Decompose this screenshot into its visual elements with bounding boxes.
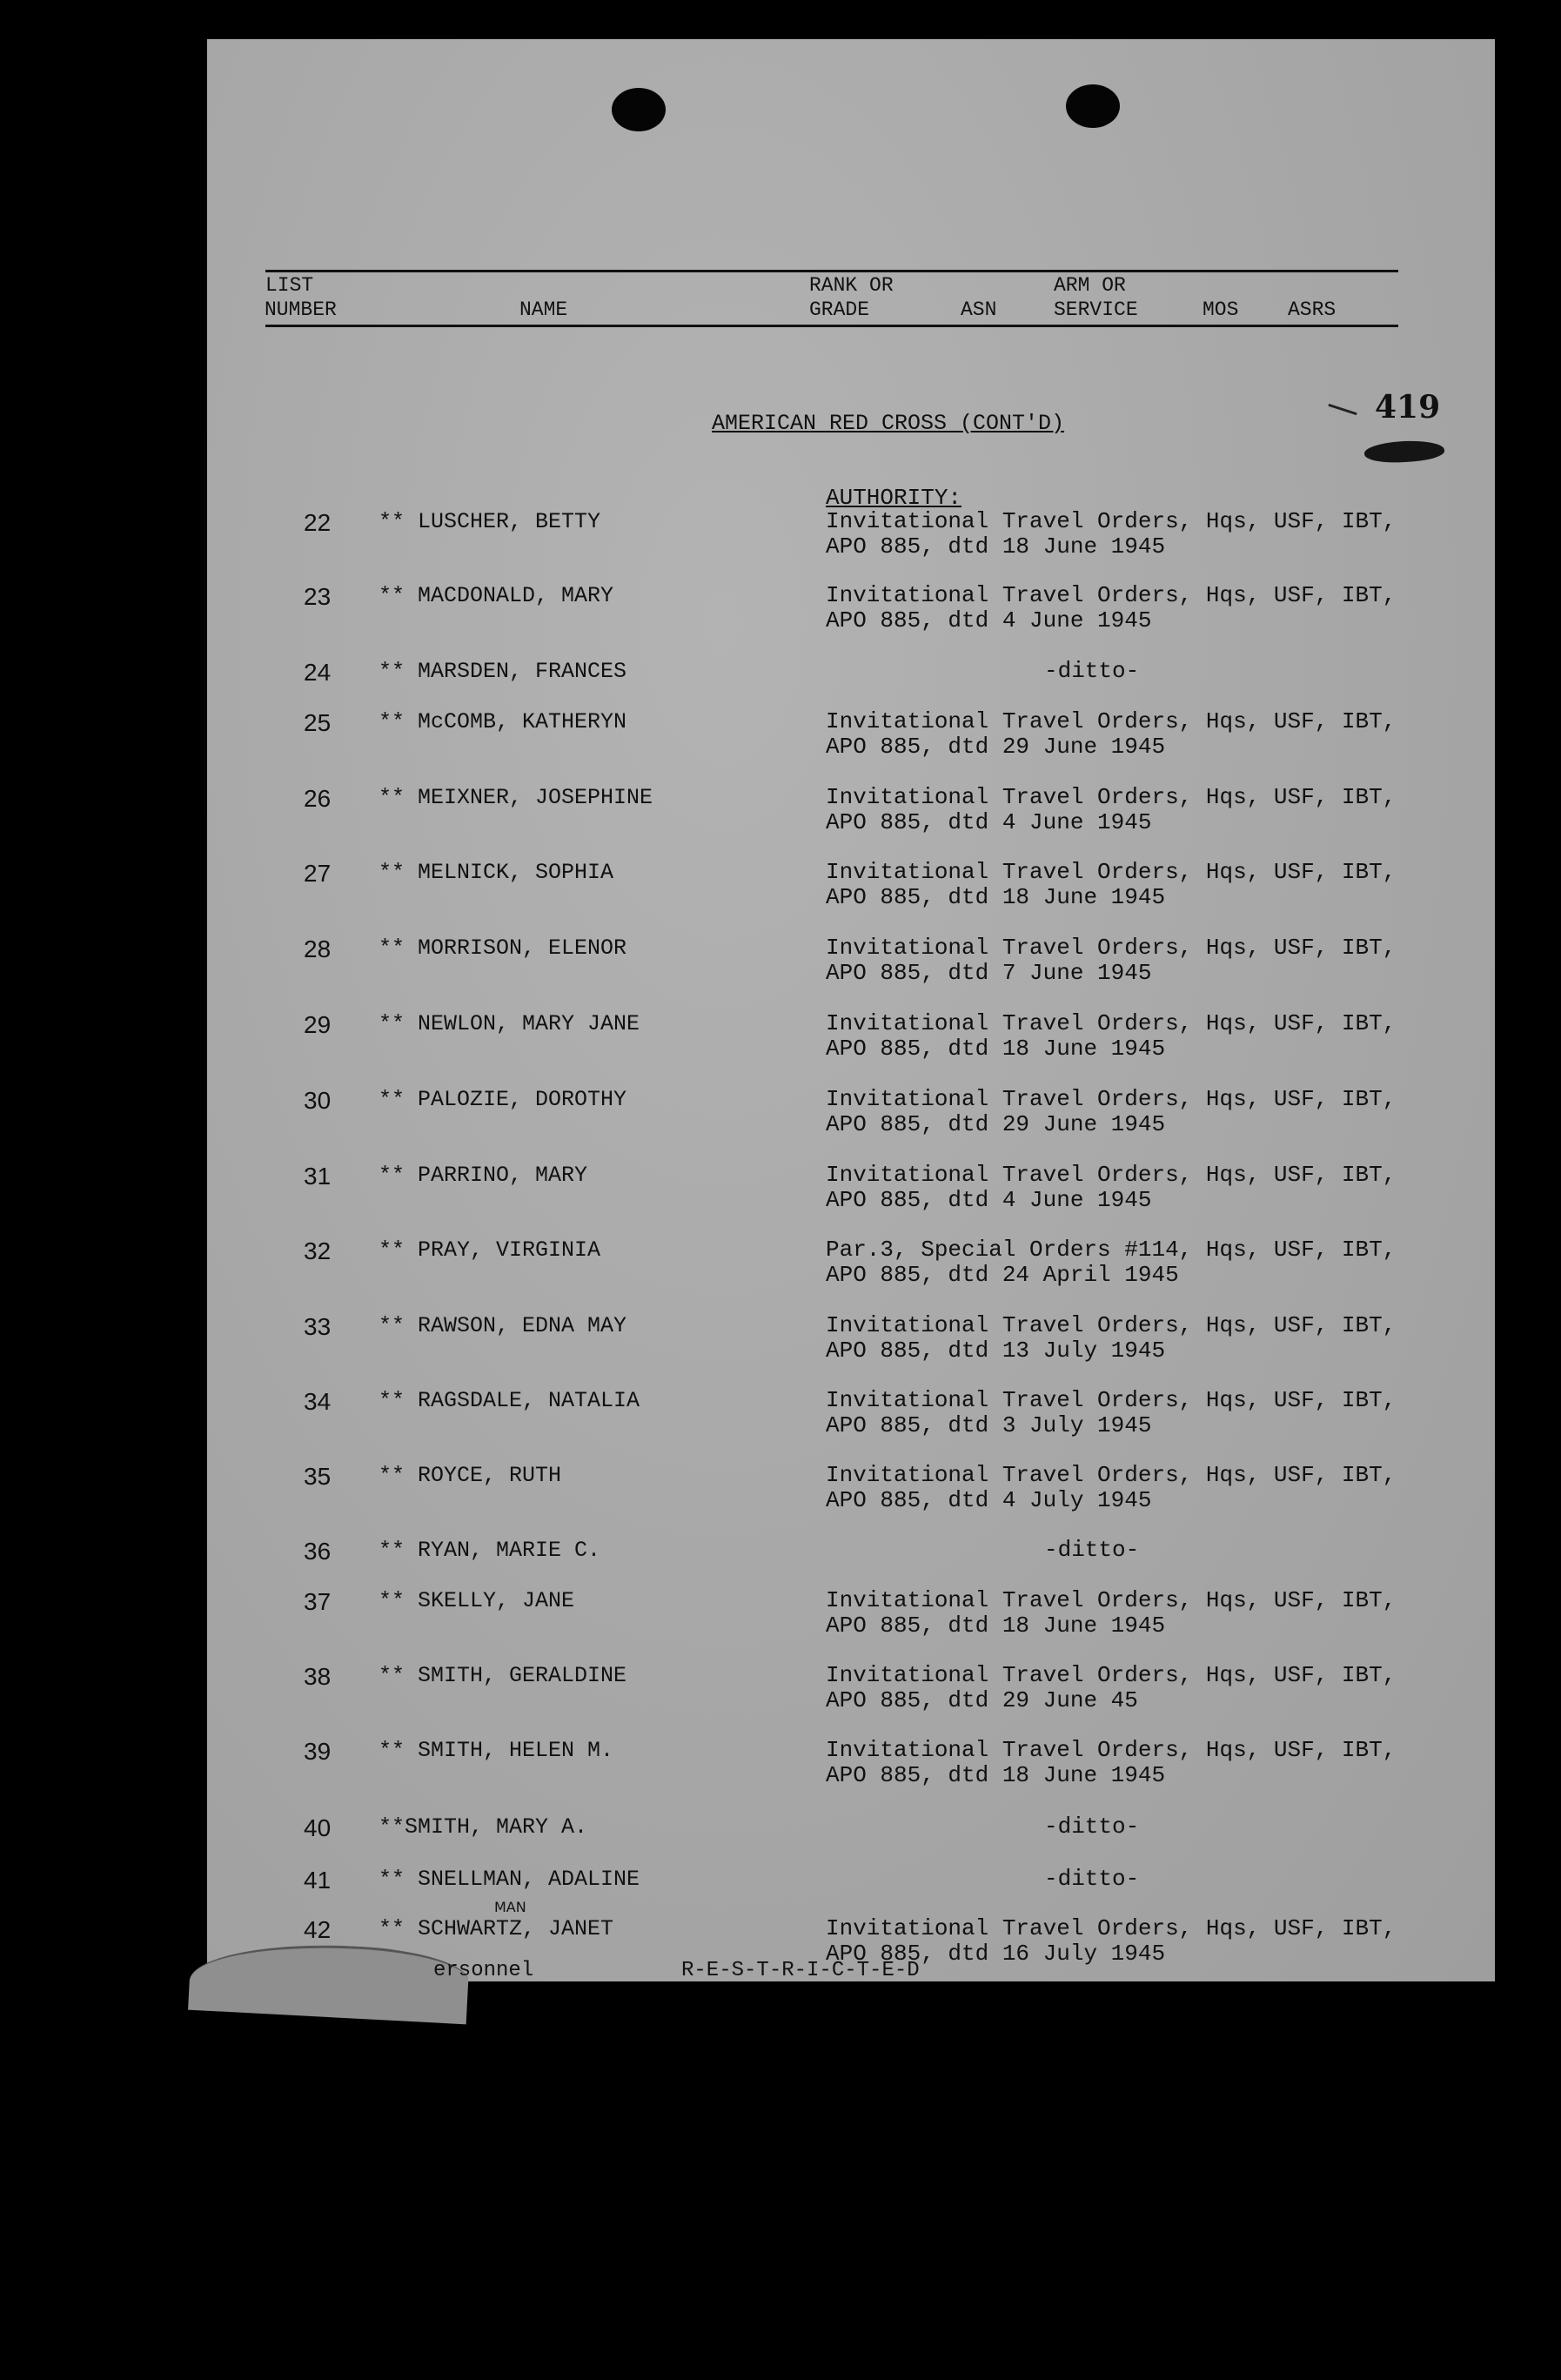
- authority-line-1: Invitational Travel Orders, Hqs, USF, IBT,: [826, 935, 1397, 961]
- header-asn: ASN: [961, 298, 997, 321]
- header-rank-line2: GRADE: [809, 298, 870, 321]
- list-number: 29: [304, 1011, 332, 1038]
- person-name: ** MACDONALD, MARY: [379, 583, 614, 608]
- handwritten-annotation: MAN: [494, 1899, 526, 1915]
- person-name: ** MELNICK, SOPHIA: [379, 860, 614, 885]
- authority-line-1: Invitational Travel Orders, Hqs, USF, IBT,: [826, 1737, 1397, 1763]
- authority-line-1: Invitational Travel Orders, Hqs, USF, IBT,: [826, 784, 1397, 810]
- list-number: 31: [304, 1163, 332, 1190]
- person-name: ** MORRISON, ELENOR: [379, 935, 627, 961]
- authority-line-2: APO 885, dtd 4 June 1945: [826, 1187, 1152, 1213]
- header-mos: MOS: [1203, 298, 1239, 321]
- authority-line-1: Invitational Travel Orders, Hqs, USF, IBT,: [826, 1010, 1397, 1036]
- header-arm-line1: ARM OR: [1054, 274, 1126, 297]
- authority-line-2: APO 885, dtd 29 June 1945: [826, 1111, 1166, 1137]
- list-number: 33: [304, 1313, 332, 1340]
- authority-line-2: APO 885, dtd 4 June 1945: [826, 607, 1152, 634]
- person-name: ** ROYCE, RUTH: [379, 1463, 562, 1488]
- redaction-scribble: [1363, 439, 1444, 465]
- list-number: 41: [304, 1867, 332, 1894]
- person-name: ** SCHWARTZ, JANET: [379, 1916, 614, 1941]
- tick-mark: [1328, 404, 1357, 415]
- list-number: 30: [304, 1087, 332, 1114]
- authority-ditto: -ditto-: [1044, 1537, 1140, 1563]
- authority-line-1: Invitational Travel Orders, Hqs, USF, IBT,: [826, 1587, 1397, 1613]
- person-name: ** MARSDEN, FRANCES: [379, 659, 627, 684]
- page-curl: [188, 1938, 470, 2025]
- authority-line-2: APO 885, dtd 18 June 1945: [826, 1612, 1166, 1639]
- authority-label: AUTHORITY:: [826, 485, 962, 511]
- list-number: 34: [304, 1388, 332, 1415]
- list-number: 26: [304, 785, 332, 812]
- person-name: **SMITH, MARY A.: [379, 1814, 588, 1840]
- authority-line-1: Invitational Travel Orders, Hqs, USF, IBT,: [826, 859, 1397, 885]
- header-name: NAME: [519, 298, 568, 321]
- person-name: ** PRAY, VIRGINIA: [379, 1237, 601, 1263]
- list-number: 39: [304, 1738, 332, 1765]
- authority-line-2: APO 885, dtd 18 June 1945: [826, 1036, 1166, 1062]
- authority-line-1: Invitational Travel Orders, Hqs, USF, IBT,: [826, 1915, 1397, 1941]
- authority-line-2: APO 885, dtd 13 July 1945: [826, 1337, 1166, 1364]
- section-title: AMERICAN RED CROSS (CONT'D): [712, 411, 1065, 436]
- list-number: 23: [304, 583, 332, 610]
- authority-line-1: Invitational Travel Orders, Hqs, USF, IBT,: [826, 708, 1397, 734]
- document-page: [207, 39, 1495, 1981]
- list-number: 40: [304, 1814, 332, 1841]
- person-name: ** SMITH, HELEN M.: [379, 1738, 614, 1763]
- table-header: [265, 270, 1398, 327]
- list-number: 28: [304, 935, 332, 962]
- person-name: ** NEWLON, MARY JANE: [379, 1011, 640, 1036]
- list-number: 38: [304, 1663, 332, 1690]
- person-name: ** SNELLMAN, ADALINE: [379, 1867, 640, 1892]
- authority-line-2: APO 885, dtd 24 April 1945: [826, 1262, 1179, 1288]
- person-name: ** SMITH, GERALDINE: [379, 1663, 627, 1688]
- person-name: ** RYAN, MARIE C.: [379, 1538, 601, 1563]
- list-number: 37: [304, 1588, 332, 1615]
- header-arm-line2: SERVICE: [1054, 298, 1138, 321]
- list-number: 35: [304, 1463, 332, 1490]
- authority-line-2: APO 885, dtd 3 July 1945: [826, 1412, 1152, 1438]
- page-number: 419: [1375, 389, 1441, 426]
- authority-line-2: APO 885, dtd 4 June 1945: [826, 809, 1152, 835]
- authority-ditto: -ditto-: [1044, 658, 1140, 684]
- list-number: 24: [304, 659, 332, 686]
- authority-line-2: APO 885, dtd 29 June 45: [826, 1687, 1138, 1713]
- header-list-number-line2: NUMBER: [265, 298, 337, 321]
- footer-personnel: ersonnel: [433, 1959, 534, 1982]
- person-name: ** PARRINO, MARY: [379, 1163, 588, 1188]
- footer-restricted: R-E-S-T-R-I-C-T-E-D: [681, 1959, 920, 1982]
- authority-line-1: Par.3, Special Orders #114, Hqs, USF, IBT,: [826, 1237, 1397, 1263]
- authority-line-1: Invitational Travel Orders, Hqs, USF, IBT,: [826, 1387, 1397, 1413]
- authority-line-2: APO 885, dtd 16 July 1945: [826, 1941, 1166, 1967]
- list-number: 22: [304, 509, 332, 536]
- authority-line-1: Invitational Travel Orders, Hqs, USF, IBT,: [826, 582, 1397, 608]
- authority-line-2: APO 885, dtd 18 June 1945: [826, 533, 1166, 560]
- authority-line-1: Invitational Travel Orders, Hqs, USF, IBT,: [826, 1662, 1397, 1688]
- list-number: 32: [304, 1237, 332, 1264]
- person-name: ** McCOMB, KATHERYN: [379, 709, 627, 734]
- authority-line-1: Invitational Travel Orders, Hqs, USF, IBT,: [826, 1162, 1397, 1188]
- list-number: 42: [304, 1916, 332, 1943]
- authority-line-2: APO 885, dtd 7 June 1945: [826, 960, 1152, 986]
- list-number: 27: [304, 860, 332, 887]
- person-name: ** SKELLY, JANE: [379, 1588, 575, 1613]
- authority-line-2: APO 885, dtd 29 June 1945: [826, 734, 1166, 760]
- list-number: 25: [304, 709, 332, 736]
- person-name: ** LUSCHER, BETTY: [379, 509, 601, 534]
- list-number: 36: [304, 1538, 332, 1565]
- authority-line-2: APO 885, dtd 4 July 1945: [826, 1487, 1152, 1513]
- punch-hole-left: [612, 88, 666, 131]
- authority-line-1: Invitational Travel Orders, Hqs, USF, IBT,: [826, 508, 1397, 534]
- header-list-number-line1: LIST: [265, 274, 314, 297]
- authority-line-1: Invitational Travel Orders, Hqs, USF, IBT,: [826, 1086, 1397, 1112]
- header-asrs: ASRS: [1288, 298, 1337, 321]
- authority-ditto: -ditto-: [1044, 1813, 1140, 1840]
- punch-hole-right: [1066, 84, 1120, 128]
- authority-ditto: -ditto-: [1044, 1866, 1140, 1892]
- person-name: ** RAWSON, EDNA MAY: [379, 1313, 627, 1338]
- person-name: ** RAGSDALE, NATALIA: [379, 1388, 640, 1413]
- authority-line-1: Invitational Travel Orders, Hqs, USF, IBT,: [826, 1312, 1397, 1338]
- person-name: ** MEIXNER, JOSEPHINE: [379, 785, 653, 810]
- header-rank-line1: RANK OR: [809, 274, 894, 297]
- authority-line-1: Invitational Travel Orders, Hqs, USF, IBT,: [826, 1462, 1397, 1488]
- person-name: ** PALOZIE, DOROTHY: [379, 1087, 627, 1112]
- authority-line-2: APO 885, dtd 18 June 1945: [826, 1762, 1166, 1788]
- authority-line-2: APO 885, dtd 18 June 1945: [826, 884, 1166, 910]
